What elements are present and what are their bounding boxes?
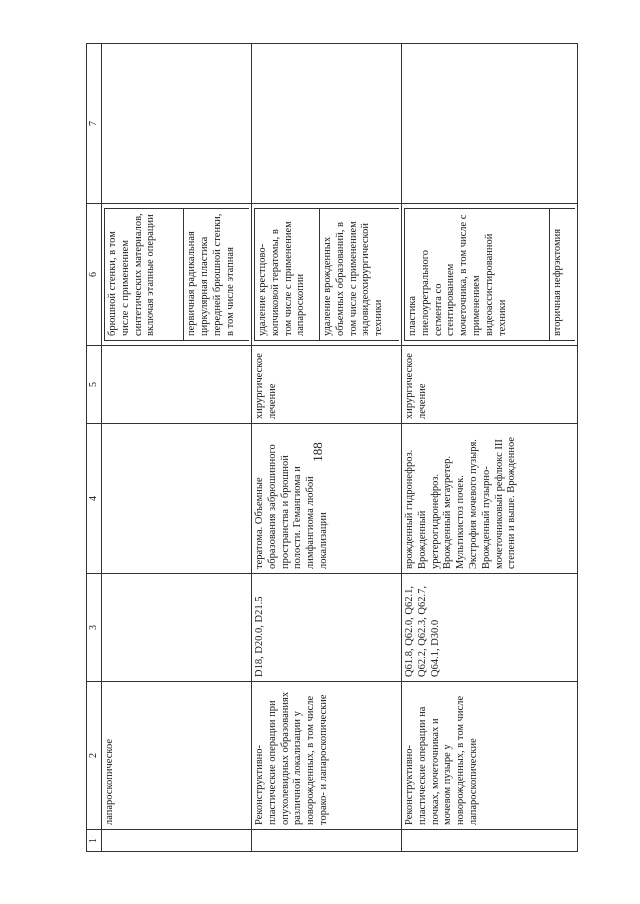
table-row <box>102 44 252 852</box>
rotated-table-wrapper <box>86 44 578 852</box>
method-item: брюшной стенки, в том числе с применением синтетических материалов, включая этапные операции <box>105 209 184 341</box>
column-header: 2 <box>87 682 102 830</box>
diagnosis-cell <box>102 424 252 574</box>
procedures-table <box>86 43 578 852</box>
diagnosis-cell: врожденный гидронефроз. Врожденный уретерогидронефроз. Врожденный мегауретер. Мультикистоз почек. Экстрофия мочевого пузыря. Врожденный пузырно-мочеточниковый рефлюкс III степени и выше. Врожденное <box>402 424 578 574</box>
method-item: удаление крестцово-копчиковой тератомы, в том числе с применением лапароскопии <box>255 209 320 341</box>
table-row <box>402 44 578 852</box>
row-number-cell <box>402 830 578 852</box>
column-header: 5 <box>87 346 102 424</box>
method-subtable <box>104 208 249 341</box>
treatment-type-cell: хирургическое лечение <box>402 346 578 424</box>
treatment-type-cell: хирургическое лечение <box>252 346 402 424</box>
method-subtable <box>404 208 575 341</box>
method-subtable <box>254 208 399 341</box>
method-item: первичная радикальная циркулярная пластика передней брюшной стенки, в том числе этапная <box>184 209 249 341</box>
method-item: вторичная нефрэктомия <box>549 209 575 341</box>
method-cell <box>102 204 252 346</box>
page-number: 188 <box>310 442 325 462</box>
table-row <box>252 44 402 852</box>
column-header: 4 <box>87 424 102 574</box>
icd-codes-cell <box>102 574 252 682</box>
column-header: 3 <box>87 574 102 682</box>
cost-cell <box>402 44 578 204</box>
procedure-name-cell: Реконструктивно-пластические операции на почках, мочеточниках и мочевом пузыре у новорожденных, в том числе лапароскопические <box>402 682 578 830</box>
row-number-cell <box>252 830 402 852</box>
icd-codes-cell: Q61.8, Q62.0, Q62.1, Q62.2, Q62.3, Q62.7, Q64.1, D30.0 <box>402 574 578 682</box>
procedure-name-cell: Реконструктивно-пластические операции при опухолевидных образованиях различной локализации у новорожденных, в том числе торако- и лапароскопические <box>252 682 402 830</box>
method-item: удаление врожденных объемных образований, в том числе с применением эндовидеохирургической техники <box>320 209 399 341</box>
treatment-type-cell <box>102 346 252 424</box>
procedure-name-cell: лапароскопическое <box>102 682 252 830</box>
cost-cell <box>252 44 402 204</box>
column-header: 6 <box>87 204 102 346</box>
header-row <box>87 44 102 852</box>
column-header: 1 <box>87 830 102 852</box>
diagnosis-cell: тератома. Объемные образования забрюшинного пространства и брюшной полости. Гемангиома и лимфангиома любой локализации <box>252 424 402 574</box>
method-cell <box>402 204 578 346</box>
column-header: 7 <box>87 44 102 204</box>
row-number-cell <box>102 830 252 852</box>
icd-codes-cell: D18, D20.0, D21.5 <box>252 574 402 682</box>
method-item: пластика пиелоуретрального сегмента со стентированием мочеточника, в том числе с применением видеоассистированной техники <box>405 209 550 341</box>
method-cell <box>252 204 402 346</box>
cost-cell <box>102 44 252 204</box>
